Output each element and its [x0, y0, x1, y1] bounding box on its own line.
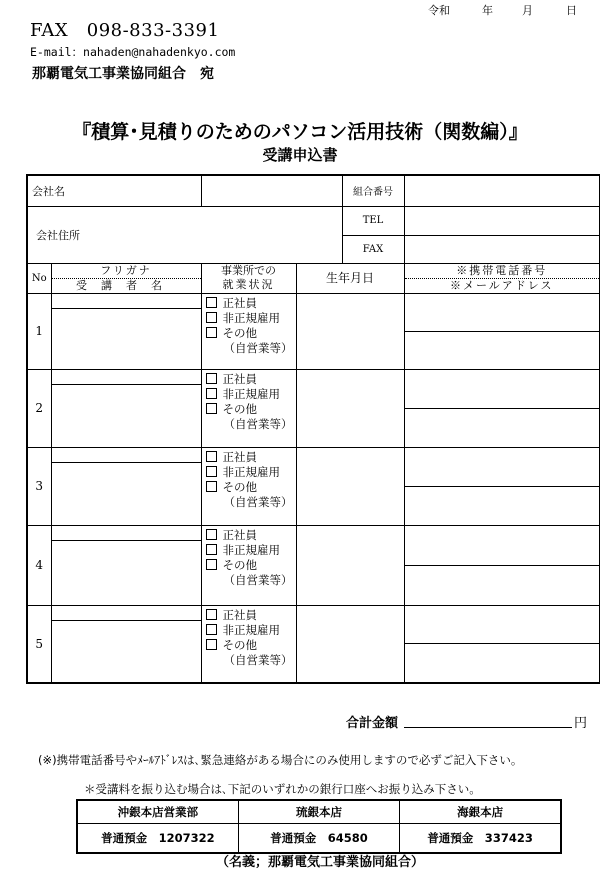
checkbox[interactable] [206, 481, 217, 492]
option-non-regular[interactable] [206, 543, 296, 558]
option-label: 非正規雇用 [222, 310, 280, 325]
fax-number: FAX 098-833-3391 [30, 20, 220, 41]
checkbox[interactable] [206, 466, 217, 477]
option-regular[interactable] [206, 608, 296, 623]
col-mobile: ※携帯電話番号 [456, 263, 548, 277]
option-non-regular[interactable] [206, 387, 296, 402]
option-label: 非正規雇用 [222, 386, 280, 401]
option-label: 正社員 [222, 607, 257, 622]
bank-accounts-table [76, 799, 562, 854]
option-other-note: （自営業等） [223, 652, 293, 667]
employment-cell [201, 369, 296, 447]
employment-cell [201, 605, 296, 683]
col-contact [404, 263, 600, 293]
table-row [27, 293, 600, 369]
option-label: その他 [222, 401, 257, 416]
contact-cell [404, 605, 600, 683]
bank-name: 海銀本店 [400, 800, 561, 824]
option-label: その他 [222, 479, 257, 494]
checkbox[interactable] [206, 559, 217, 570]
option-non-regular[interactable] [206, 465, 296, 480]
date-day: 日 [566, 4, 577, 17]
fax-field[interactable] [404, 235, 600, 263]
option-regular[interactable] [206, 372, 296, 387]
total-unit: 円 [574, 716, 588, 731]
furigana-field[interactable] [52, 526, 201, 541]
contact-cell [404, 369, 600, 447]
option-label: 非正規雇用 [222, 542, 280, 557]
col-furigana-name [51, 263, 201, 293]
total-amount-field[interactable] [404, 727, 572, 728]
table-row [27, 525, 600, 605]
checkbox[interactable] [206, 403, 217, 414]
option-label: その他 [222, 637, 257, 652]
name-cell[interactable] [51, 605, 201, 683]
bank-name: 沖銀本店営業部 [77, 800, 238, 824]
form-subtitle: 受講申込書 [262, 146, 338, 164]
furigana-field[interactable] [52, 448, 201, 463]
form-title: 『積算･見積りのためのパソコン活用技術（関数編）』 [72, 121, 528, 143]
contact-cell [404, 525, 600, 605]
checkbox[interactable] [206, 297, 217, 308]
option-other[interactable] [206, 402, 296, 417]
option-label: 正社員 [222, 371, 257, 386]
col-birthdate: 生年月日 [296, 263, 404, 293]
company-name-field[interactable] [201, 175, 342, 206]
contact-cell [404, 447, 600, 525]
option-other-note: （自営業等） [223, 340, 293, 355]
tel-field[interactable] [404, 206, 600, 235]
option-other[interactable] [206, 638, 296, 653]
table-row [27, 605, 600, 683]
date-era: 令和 [428, 4, 450, 17]
furigana-field[interactable] [52, 370, 201, 385]
tel-label: TEL [342, 206, 404, 235]
option-non-regular[interactable] [206, 623, 296, 638]
email-address: E-mail：nahaden@nahadenkyo.com [30, 45, 236, 59]
furigana-field[interactable] [52, 294, 201, 309]
bank-account: 普通預金 337423 [400, 824, 561, 854]
checkbox[interactable] [206, 529, 217, 540]
name-cell[interactable] [51, 293, 201, 369]
birthdate-field[interactable] [296, 447, 404, 525]
checkbox[interactable] [206, 451, 217, 462]
col-employment-line2: 就業状況 [222, 278, 275, 291]
name-cell[interactable] [51, 525, 201, 605]
col-furigana: フリガナ [100, 263, 152, 277]
checkbox[interactable] [206, 544, 217, 555]
date-month: 月 [522, 4, 533, 17]
email-field[interactable] [405, 486, 600, 487]
application-form [26, 174, 600, 684]
row-number: 4 [27, 525, 51, 605]
option-regular[interactable] [206, 296, 296, 311]
furigana-field[interactable] [52, 606, 201, 621]
birthdate-field[interactable] [296, 369, 404, 447]
checkbox[interactable] [206, 327, 217, 338]
option-non-regular[interactable] [206, 311, 296, 326]
checkbox[interactable] [206, 609, 217, 620]
employment-cell [201, 525, 296, 605]
member-number-field[interactable] [404, 175, 600, 206]
checkbox[interactable] [206, 312, 217, 323]
transfer-note: ＊受講料を振り込む場合は､下記のいずれかの銀行口座へお振り込み下さい｡ [84, 782, 475, 796]
col-email: ※メールアドレス [405, 278, 600, 293]
name-cell[interactable] [51, 369, 201, 447]
option-label: その他 [222, 325, 257, 340]
col-name: 受講者名 [52, 278, 201, 293]
option-label: 非正規雇用 [222, 622, 280, 637]
email-field[interactable] [405, 643, 600, 644]
row-number: 5 [27, 605, 51, 683]
option-label: 非正規雇用 [222, 464, 280, 479]
bank-account: 普通預金 64580 [238, 824, 399, 854]
col-employment [201, 263, 296, 293]
email-field[interactable] [405, 408, 600, 409]
member-number-label: 組合番号 [342, 175, 404, 206]
option-label: 正社員 [222, 295, 257, 310]
option-other[interactable] [206, 558, 296, 573]
recipient: 那覇電気工事業協同組合 宛 [32, 66, 214, 82]
row-number: 2 [27, 369, 51, 447]
option-other-note: （自営業等） [223, 572, 293, 587]
option-other[interactable] [206, 480, 296, 495]
checkbox[interactable] [206, 624, 217, 635]
row-number: 1 [27, 293, 51, 369]
company-address-label: 会社住所 [36, 228, 80, 242]
checkbox[interactable] [206, 373, 217, 384]
option-regular[interactable] [206, 528, 296, 543]
contact-note: (※)携帯電話番号やﾒｰﾙｱﾄﾞﾚｽは､緊急連絡がある場合にのみ使用しますので必ずご記入下さい｡ [38, 753, 517, 767]
date-year: 年 [482, 4, 493, 17]
employment-cell [201, 293, 296, 369]
contact-cell [404, 293, 600, 369]
table-row [27, 369, 600, 447]
checkbox[interactable] [206, 388, 217, 399]
option-other-note: （自営業等） [223, 416, 293, 431]
total-label: 合計金額 [346, 716, 399, 731]
fax-label: FAX [342, 235, 404, 263]
bank-name: 琉銀本店 [238, 800, 399, 824]
checkbox[interactable] [206, 639, 217, 650]
col-no: No [27, 263, 51, 293]
col-employment-line1: 事業所での [221, 264, 276, 277]
table-row [27, 447, 600, 525]
company-name-label: 会社名 [27, 175, 201, 206]
email-field[interactable] [405, 331, 600, 332]
option-other-note: （自営業等） [223, 494, 293, 509]
email-field[interactable] [405, 565, 600, 566]
option-other[interactable] [206, 326, 296, 341]
employment-cell [201, 447, 296, 525]
option-regular[interactable] [206, 450, 296, 465]
name-cell[interactable] [51, 447, 201, 525]
option-label: その他 [222, 557, 257, 572]
option-label: 正社員 [222, 449, 257, 464]
company-address-cell[interactable] [27, 206, 342, 263]
birthdate-field[interactable] [296, 293, 404, 369]
birthdate-field[interactable] [296, 525, 404, 605]
birthdate-field[interactable] [296, 605, 404, 683]
row-number: 3 [27, 447, 51, 525]
account-holder: （名義；那覇電気工事業協同組合） [215, 855, 424, 870]
bank-account: 普通預金 1207322 [77, 824, 238, 854]
option-label: 正社員 [222, 527, 257, 542]
